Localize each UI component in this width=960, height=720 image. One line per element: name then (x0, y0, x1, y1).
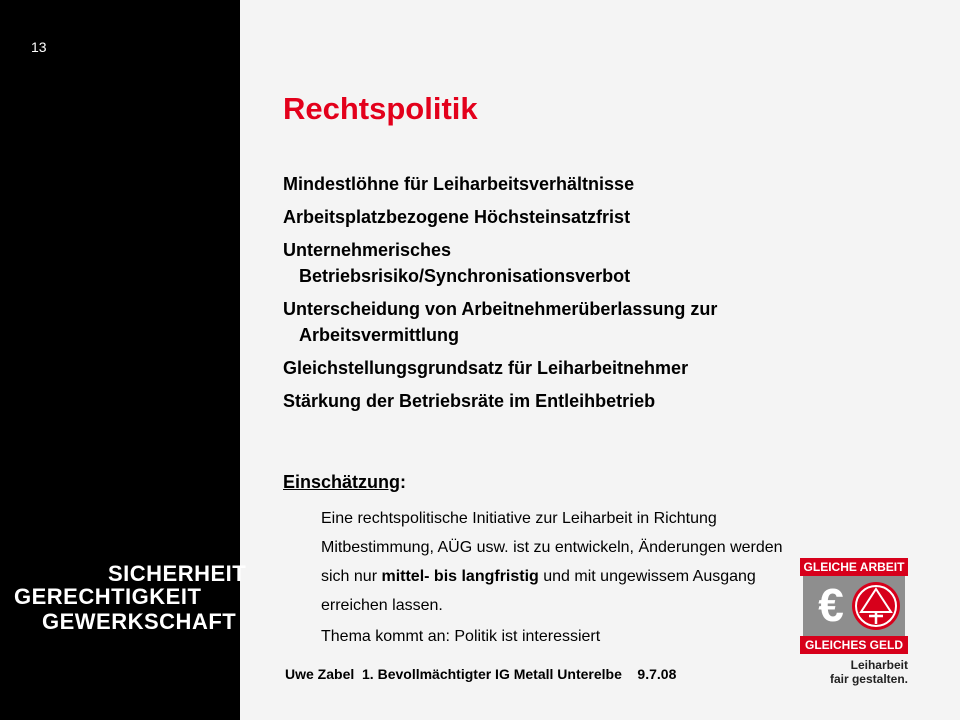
slogan-line-1: SICHERHEIT (108, 561, 247, 586)
assessment-text-emphasis: mittel- bis langfristig (381, 568, 539, 585)
assessment-paragraph (321, 504, 806, 620)
slogan-line-2: GERECHTIGKEIT (14, 584, 202, 609)
slogan-line-3: GEWERKSCHAFT (42, 609, 237, 634)
logo-top-banner: GLEICHE ARBEIT (800, 558, 908, 576)
assessment-text-end: und mit ungewissem Ausgang erreichen lassen. (321, 568, 756, 614)
bullet-item: Unternehmerisches Betriebsrisiko/Synchronisationsverbot (283, 240, 631, 286)
logo-tagline (808, 658, 908, 686)
campaign-logo (800, 558, 908, 688)
bullet-item: Gleichstellungsgrundsatz für Leiharbeitnehmer (283, 358, 689, 378)
tagline-line-1: Leiharbeit (850, 658, 908, 672)
bullet-item: Stärkung der Betriebsräte im Entleihbetrieb (283, 391, 656, 411)
sidebar (0, 0, 247, 720)
assessment-text-start: Eine rechtspolitische Initiative zur Leiharbeit in Richtung Mitbestimmung, AÜG usw. ist zu entwickeln, Änderungen werden sich nur (321, 510, 783, 585)
assessment-thema: Thema kommt an: Politik ist interessiert (321, 628, 601, 645)
footer: Uwe Zabel 1. Bevollmächtigter IG Metall Unterelbe 9.7.08 (285, 666, 677, 682)
slide-number: 13 (31, 39, 47, 55)
bullet-item: Arbeitsplatzbezogene Höchsteinsatzfrist (283, 207, 631, 227)
bullet-item: Mindestlöhne für Leiharbeitsverhältnisse (283, 174, 635, 194)
euro-ig-badge-icon (803, 576, 905, 636)
assessment-heading-colon: : (400, 472, 407, 492)
tagline-line-2: fair gestalten. (829, 672, 908, 686)
logo-bottom-banner: GLEICHES GELD (800, 636, 908, 654)
bullet-list (283, 171, 823, 421)
bullet-item: Unterscheidung von Arbeitnehmerüberlassung zur Arbeitsvermittlung (283, 299, 718, 345)
assessment-body (321, 504, 806, 651)
slide-title: Rechtspolitik (283, 91, 478, 126)
euro-symbol: € (818, 579, 844, 631)
assessment-heading-label: Einschätzung (283, 472, 401, 492)
assessment-heading (283, 472, 406, 493)
